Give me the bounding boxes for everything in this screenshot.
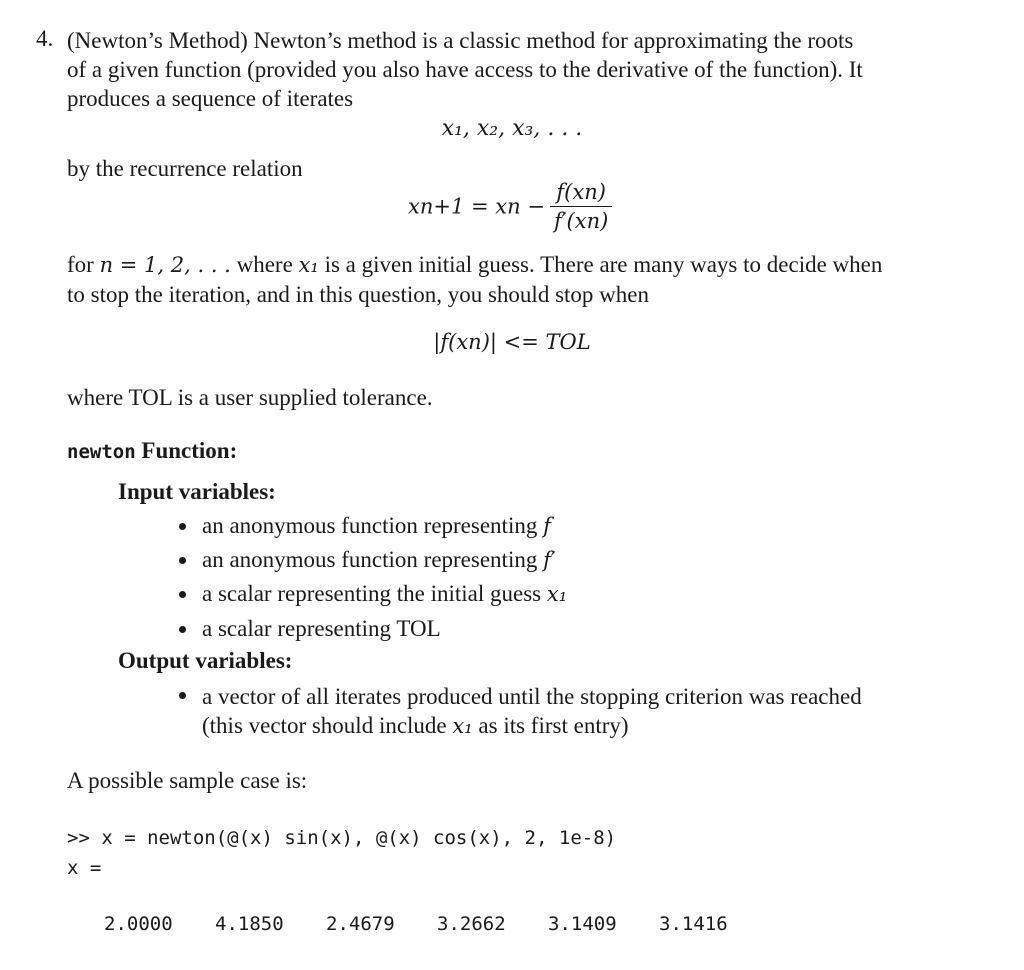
- problem-number: 4.: [36, 26, 54, 51]
- recurrence-fraction: [550, 180, 612, 233]
- intro-line-1: (Newton’s Method) Newton’s method is a classic method for approximating the roots: [67, 28, 854, 53]
- input-item-1-text: an anonymous function representing: [202, 513, 538, 538]
- output-line-1: a vector of all iterates produced until the stopping criterion was reached: [202, 684, 862, 709]
- iterate-sequence: x₁, x₂, x₃, . . .: [441, 116, 583, 141]
- x1-symbol: x₁: [298, 253, 319, 277]
- input-item-4-text: a scalar representing TOL: [202, 616, 441, 641]
- input-item-1: [202, 513, 551, 539]
- input-item-3-math: x₁: [546, 582, 568, 606]
- function-label: Function:: [141, 438, 238, 463]
- intro-line-3: produces a sequence of iterates: [67, 86, 354, 111]
- output-line-2: [202, 711, 862, 741]
- bullet-icon: [179, 557, 186, 564]
- where-word: where: [236, 252, 293, 277]
- input-item-3-text: a scalar representing the initial guess: [202, 581, 542, 606]
- intro-line-2: of a given function (provided you also have access to the derivative of the function). It: [67, 57, 863, 82]
- result-value: 3.1409: [548, 913, 617, 935]
- function-name: newton: [67, 441, 136, 463]
- sample-intro: A possible sample case is:: [67, 768, 308, 793]
- stopping-criterion-formula: |f(xn)| <= TOL: [433, 330, 591, 354]
- intro-paragraph: [67, 26, 863, 113]
- recurrence-formula: [408, 180, 612, 233]
- output-line-2-math: x₁: [452, 714, 473, 738]
- n-range: n = 1, 2, . . .: [99, 253, 231, 277]
- bullet-icon: [179, 626, 186, 633]
- stopping-criterion: [0, 330, 1024, 355]
- condition-paragraph: [67, 250, 882, 309]
- input-heading: Input variables:: [118, 479, 276, 504]
- output-heading: Output variables:: [118, 648, 293, 673]
- bullet-icon: [179, 692, 186, 699]
- result-value: 2.4679: [326, 913, 395, 935]
- result-values: [104, 913, 770, 935]
- output-item-1: [202, 682, 862, 741]
- input-item-2-text: an anonymous function representing: [202, 547, 538, 572]
- bullet-icon: [179, 591, 186, 598]
- input-item-4: [202, 616, 441, 642]
- input-item-1-math: f: [543, 514, 551, 538]
- bullet-icon: [179, 523, 186, 530]
- recurrence-denominator: f′(xn): [554, 209, 609, 233]
- result-label: x =: [67, 857, 102, 879]
- output-line-2-a: (this vector should include: [202, 713, 447, 738]
- condition-line-2: to stop the iteration, and in this question, you should stop when: [67, 282, 649, 307]
- output-line-2-c: as its first entry): [478, 713, 629, 738]
- input-item-2: [202, 547, 556, 573]
- condition-line-1: [67, 250, 882, 280]
- for-word: for: [67, 252, 94, 277]
- result-value: 2.0000: [104, 913, 173, 935]
- result-value: 4.1850: [215, 913, 284, 935]
- input-item-3: [202, 581, 567, 607]
- tol-description: where TOL is a user supplied tolerance.: [67, 385, 433, 410]
- result-value: 3.1416: [659, 913, 728, 935]
- recurrence-intro: by the recurrence relation: [67, 156, 303, 181]
- recurrence-lhs: xn+1 = xn −: [408, 194, 545, 219]
- sample-command: >> x = newton(@(x) sin(x), @(x) cos(x), 2, 1e-8): [67, 827, 617, 849]
- result-value: 3.2662: [437, 913, 506, 935]
- function-heading: [67, 438, 237, 464]
- recurrence-numerator: f(xn): [550, 180, 612, 207]
- input-item-2-math: f′: [543, 548, 556, 572]
- condition-text: is a given initial guess. There are many ways to decide when: [324, 252, 883, 277]
